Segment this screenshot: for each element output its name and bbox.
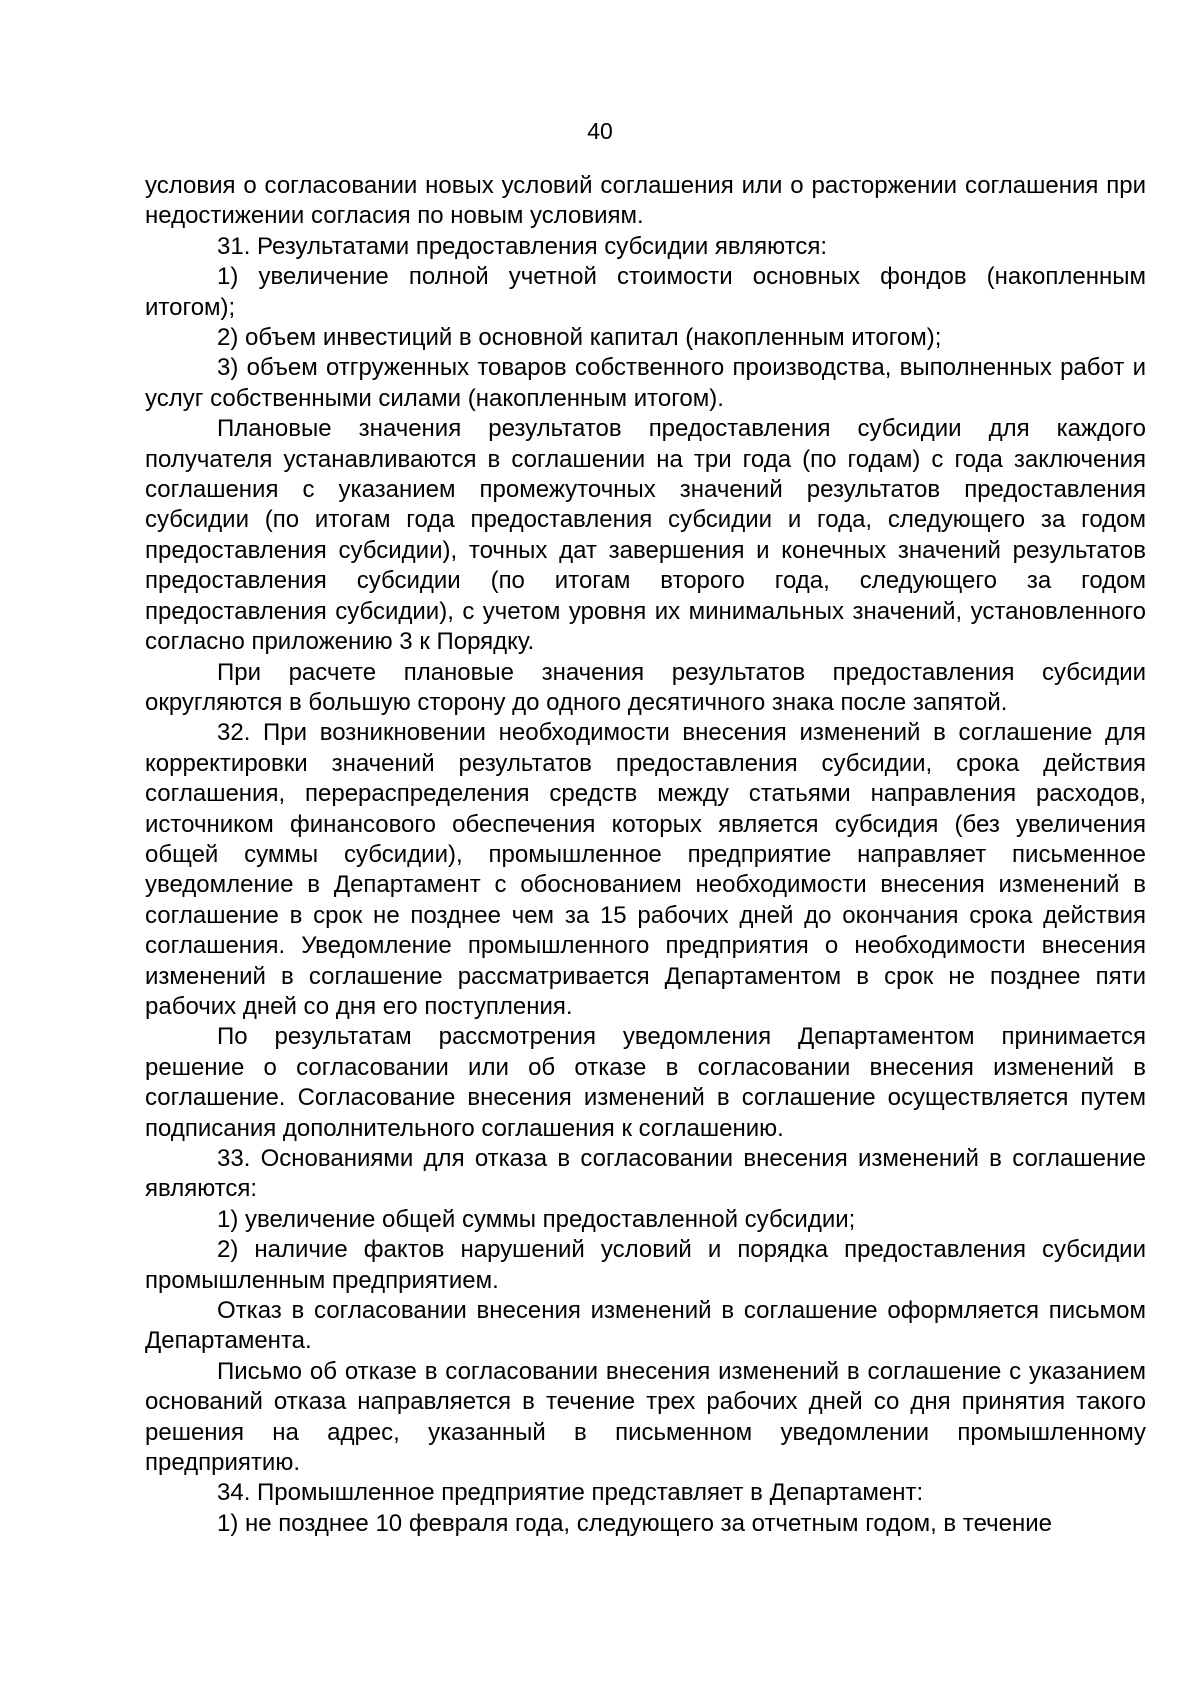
page-number: 40 [587, 118, 613, 144]
paragraph-34-heading: 34. Промышленное предприятие представляет в Департамент: [217, 1479, 924, 1507]
paragraph-planned-values: Плановые значения результатов предоставления субсидии для каждого получателя устанавливаются в соглашении на три года (по годам) с года заключения соглашения с указанием промежуточных значений результатов предоставления субсидии (по итогам года предоставления субсидии и года, следующего за годом предоставления субсидии), точных дат завершения и конечных значений результатов предоставления субсидии (по итогам второго года, следующего за годом предоставления субсидии), с учетом уровня их минимальных значений, установленного согласно приложению 3 к Порядку. [145, 415, 1146, 656]
document-body [145, 171, 1146, 1539]
paragraph-31-item-3: 3) объем отгруженных товаров собственного производства, выполненных работ и услуг собственными силами (накопленным итогом). [145, 354, 1146, 412]
paragraph-32-decision: По результатам рассмотрения уведомления Департаментом принимается решение о согласовании или об отказе в согласовании внесения изменений в соглашение. Согласование внесения изменений в соглашение осуществляется путем подписания дополнительного соглашения к соглашению. [145, 1023, 1146, 1142]
paragraph-continuation: условия о согласовании новых условий соглашения или о расторжении соглашения при недостижении согласия по новым условиям. [145, 172, 1146, 230]
paragraph-32: 32. При возникновении необходимости внесения изменений в соглашение для корректировки значений результатов предоставления субсидии, срока действия соглашения, перераспределения средств между статьями направления расходов, источником финансового обеспечения которых является субсидия (без увеличения общей суммы субсидии), промышленное предприятие направляет письменное уведомление в Департамент с обоснованием необходимости внесения изменений в соглашение в срок не позднее чем за 15 рабочих дней до окончания срока действия соглашения. Уведомление промышленного предприятия о необходимости внесения изменений в соглашение рассматривается Департаментом в срок не позднее пяти рабочих дней со дня его поступления. [145, 719, 1146, 1020]
paragraph-33-item-1: 1) увеличение общей суммы предоставленной субсидии; [217, 1205, 856, 1233]
paragraph-33-item-2: 2) наличие фактов нарушений условий и порядка предоставления субсидии промышленным предприятием. [145, 1236, 1146, 1294]
paragraph-31-heading: 31. Результатами предоставления субсидии являются: [217, 232, 827, 260]
paragraph-rounding: При расчете плановые значения результатов предоставления субсидии округляются в большую сторону до одного десятичного знака после запятой. [145, 658, 1146, 716]
paragraph-31-item-1: 1) увеличение полной учетной стоимости основных фондов (накопленным итогом); [145, 263, 1146, 321]
paragraph-34-item-1: 1) не позднее 10 февраля года, следующего за отчетным годом, в течение [217, 1509, 1052, 1537]
paragraph-refusal-letter: Письмо об отказе в согласовании внесения изменений в соглашение с указанием оснований отказа направляется в течение трех рабочих дней со дня принятия такого решения на адрес, указанный в письменном уведомлении промышленному предприятию. [145, 1357, 1146, 1477]
paragraph-31-item-2: 2) объем инвестиций в основной капитал (накопленным итогом); [217, 324, 942, 352]
paragraph-refusal: Отказ в согласовании внесения изменений в соглашение оформляется письмом Департамента. [145, 1297, 1146, 1355]
paragraph-33-heading: 33. Основаниями для отказа в согласовании внесения изменений в соглашение являются: [145, 1145, 1146, 1203]
